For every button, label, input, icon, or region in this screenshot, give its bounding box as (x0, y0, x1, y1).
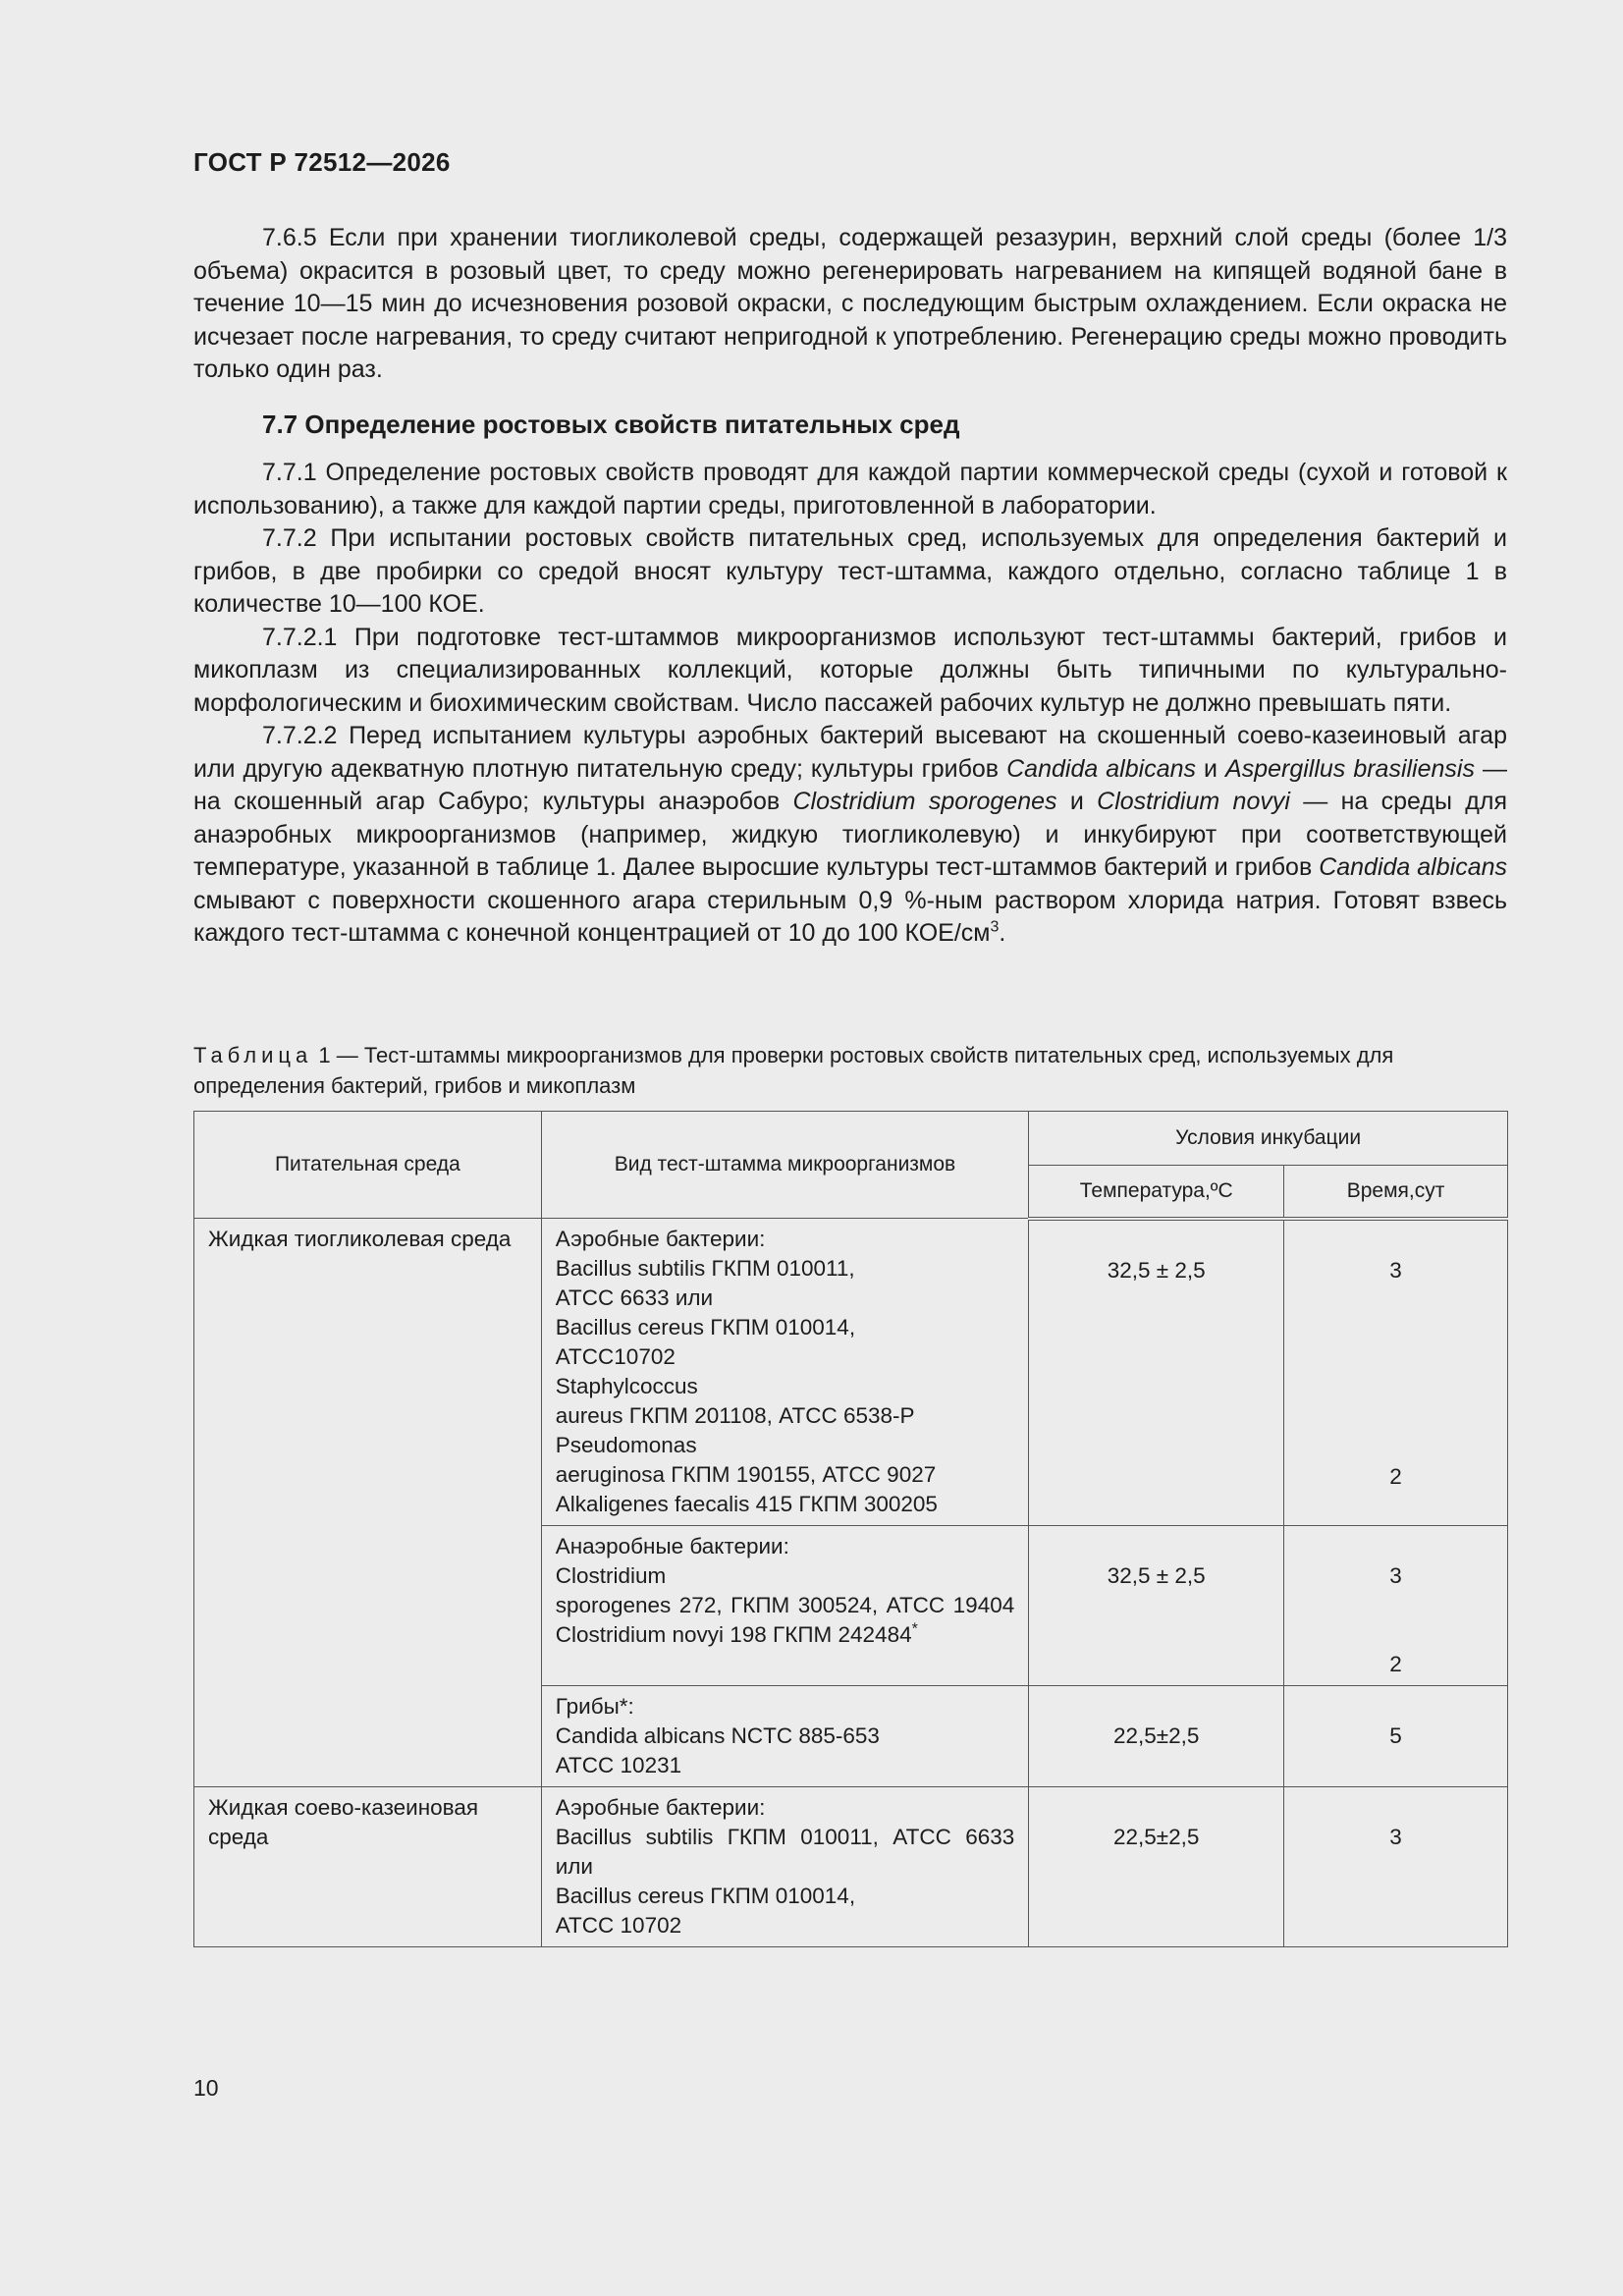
time-line: 2 (1389, 1463, 1402, 1489)
temperature-line: 32,5 ± 2,5 (1107, 1257, 1206, 1283)
cell-time (1284, 1219, 1508, 1526)
temperature-line (1043, 1227, 1270, 1256)
species-name: Aspergillus brasiliensis (1225, 754, 1475, 783)
document-body (193, 222, 1507, 951)
time-line: 3 (1389, 1257, 1402, 1283)
header-incubation-conditions: Условия инкубации (1029, 1112, 1508, 1166)
cell-strain (541, 1526, 1029, 1686)
temperature-line (1043, 1793, 1270, 1823)
paragraph-7-7-2: 7.7.2 При испытании ростовых свойств питательных сред, используемых для определения бактерий и грибов, в две пробирки со средой вносят культуру тест-штамма, каждого отдельно, согласно таблице 1 в количестве 10—100 КОЕ. (193, 524, 1507, 618)
strain-line: aeruginosa ГКПМ 190155, ATCC 9027 (555, 1462, 937, 1487)
cell-strain (541, 1219, 1029, 1526)
test-strains-table (193, 1111, 1508, 1947)
species-name: Candida albicans (1319, 853, 1507, 881)
time-line (1298, 1620, 1493, 1650)
table-caption-text: 1 — Тест-штаммы микроорганизмов для проверки ростовых свойств питательных сред, используемых для определения бактерий, грибов и микоплазм (193, 1043, 1394, 1098)
table-caption (193, 1040, 1507, 1101)
strain-line: Bacillus cereus ГКПМ 010014, (555, 1315, 856, 1339)
superscript: 3 (990, 918, 1000, 936)
temperature-line: 22,5±2,5 (1112, 1723, 1200, 1748)
strain-text: Clostridium novyi 198 ГКПМ 242484 (555, 1622, 912, 1647)
page-number: 10 (193, 2075, 219, 2101)
strain-line: Clostridium (555, 1563, 667, 1588)
species-name: Clostridium sporogenes (792, 788, 1057, 815)
time-line (1298, 1315, 1493, 1344)
time-line (1298, 1403, 1493, 1433)
temperature-line: 22,5±2,5 (1112, 1825, 1200, 1849)
time-line (1298, 1433, 1493, 1462)
strain-line: Candida albicans NCTC 885-653 (555, 1723, 880, 1748)
time-line (1298, 1374, 1493, 1403)
strain-line: Bacillus subtilis ГКПМ 010011, ATCC 6633 или (555, 1825, 1015, 1879)
time-line (1298, 1344, 1493, 1374)
cell-medium: Жидкая соево-казеиновая среда (194, 1787, 542, 1947)
section-heading-7-7: 7.7 Определение ростовых свойств питательных сред (262, 409, 960, 439)
strain-line (556, 1620, 1015, 1650)
species-name: Clostridium novyi (1097, 788, 1290, 815)
header-strain: Вид тест-штамма микроорганизмов (541, 1112, 1029, 1219)
cell-temperature (1029, 1787, 1284, 1947)
cell-temperature (1029, 1219, 1284, 1526)
strain-line: Аэробные бактерии: (555, 1227, 766, 1251)
cell-temperature (1029, 1526, 1284, 1686)
text-run: . (999, 919, 1006, 947)
cell-time (1284, 1787, 1508, 1947)
paragraph-7-6-5: 7.6.5 Если при хранении тиогликолевой среды, содержащей резазурин, верхний слой среды (более 1/3 объема) окрасится в розовый цвет, то среду можно регенерировать нагреванием на кипящей водяной бане в течение 10—15 мин до исчезновения розовой окраски, с последующим быстрым охлаждением. Если окраска не исчезает после нагревания, то среду считают непригодной к употреблению. Регенерацию среды можно проводить только один раз. (193, 224, 1507, 383)
table-row (194, 1219, 1508, 1526)
paragraph-7-7-2-2 (193, 720, 1507, 951)
cell-strain (541, 1787, 1029, 1947)
text-run: и (1196, 754, 1226, 783)
strain-line: ATCC 10231 (555, 1753, 682, 1777)
strain-line: Staphylcoccus (555, 1374, 698, 1398)
header-temperature: Температура,ºС (1029, 1165, 1284, 1218)
time-line: 5 (1389, 1723, 1402, 1748)
strain-line: Грибы*: (555, 1694, 634, 1719)
cell-temperature (1029, 1686, 1284, 1787)
temperature-line (1043, 1532, 1270, 1561)
strain-line: Bacillus cereus ГКПМ 010014, (555, 1884, 856, 1908)
time-line (1298, 1227, 1493, 1256)
time-line (1298, 1692, 1493, 1722)
time-line: 3 (1389, 1825, 1402, 1849)
table-row (194, 1787, 1508, 1947)
strain-line: ATCC 6633 или (555, 1285, 714, 1310)
species-name: Candida albicans (1006, 754, 1196, 783)
strain-line: Bacillus subtilis ГКПМ 010011, (555, 1256, 855, 1281)
text-run: смывают с поверхности скошенного агара стерильным 0,9 %-ным раствором хлорида натрия. Готовят взвесь каждого тест-штамма с конечной концентрацией от 10 до 100 КОЕ/см (193, 886, 1507, 947)
time-line (1298, 1532, 1493, 1561)
temperature-line (1043, 1692, 1270, 1722)
time-line: 2 (1389, 1652, 1402, 1676)
time-line (1298, 1285, 1493, 1315)
text-run: — на скошенный агар Сабуро; культуры анаэробов (193, 754, 1508, 815)
text-run: и (1056, 788, 1098, 815)
header-medium: Питательная среда (194, 1112, 542, 1219)
strain-line: sporogenes 272, ГКПМ 300524, ATCC 19404 (555, 1593, 1015, 1617)
text-run: 7.7.2.2 Перед испытанием культуры аэробных бактерий высевают на скошенный соево-казеиновый агар или другую адекватную плотную питательную среду; культуры грибов (193, 722, 1507, 783)
strain-line: Аэробные бактерии: (555, 1795, 766, 1820)
strain-line: aureus ГКПМ 201108, ATCC 6538-P (555, 1403, 915, 1428)
temperature-line: 32,5 ± 2,5 (1107, 1563, 1206, 1588)
paragraph-7-7-2-1: 7.7.2.1 При подготовке тест-штаммов микроорганизмов используют тест-штаммы бактерий, грибов и микоплазм из специализированных коллекций, которые должны быть типичными по культурально-морфологическим и биохимическим свойствам. Число пассажей рабочих культур не должно превышать пяти. (193, 623, 1507, 717)
header-time: Время,сут (1284, 1165, 1508, 1218)
page-header-standard-id: ГОСТ Р 72512—2026 (193, 147, 451, 177)
cell-time (1284, 1686, 1508, 1787)
time-line (1298, 1793, 1493, 1823)
time-line (1298, 1591, 1493, 1620)
strain-line: ATCC10702 (555, 1344, 676, 1369)
strain-line: Pseudomonas (555, 1433, 697, 1457)
text-run: — на среды для анаэробных микроорганизмов (например, жидкую тиогликолевую) и инкубируют при соответствующей температуре, указанной в таблице 1. Далее выросшие культуры тест-штаммов бактерий и грибов (193, 788, 1508, 881)
strain-line: ATCC 10702 (555, 1913, 682, 1938)
paragraph-7-7-1: 7.7.1 Определение ростовых свойств проводят для каждой партии коммерческой среды (сухой и готовой к использованию), а также для каждой партии среды, приготовленной в лаборатории. (193, 459, 1507, 519)
cell-strain (541, 1686, 1029, 1787)
cell-time (1284, 1526, 1508, 1686)
strain-line: Анаэробные бактерии: (555, 1534, 789, 1558)
cell-medium: Жидкая тиогликолевая среда (194, 1219, 542, 1787)
time-line: 3 (1389, 1563, 1402, 1588)
footnote-marker: * (911, 1620, 918, 1638)
strain-line: Alkaligenes faecalis 415 ГКПМ 300205 (555, 1492, 938, 1516)
table-caption-label: Таблица (193, 1043, 313, 1067)
